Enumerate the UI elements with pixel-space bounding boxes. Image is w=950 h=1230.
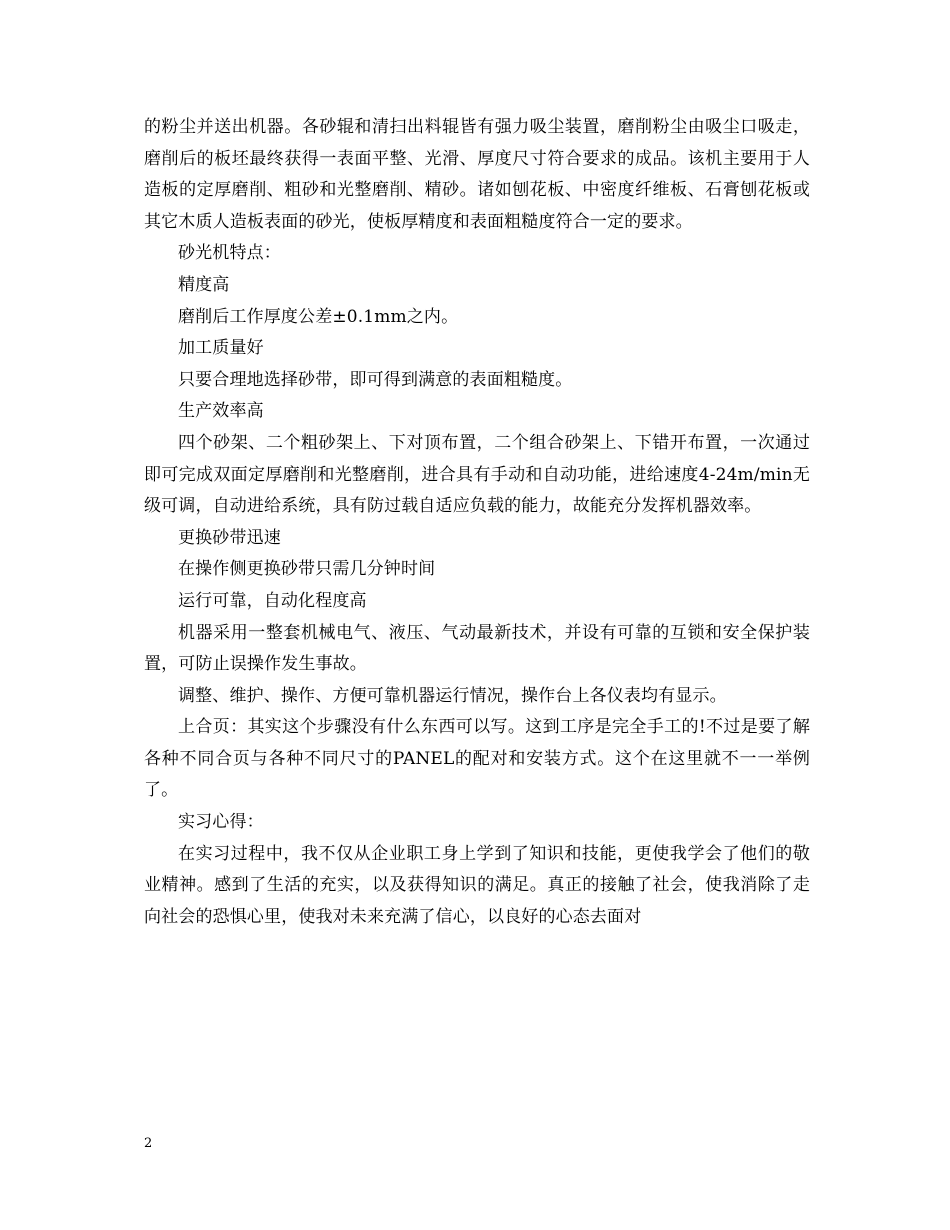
paragraph-5: 加工质量好 — [178, 338, 264, 359]
paragraph-10: 在操作侧更换砂带只需几分钟时间 — [178, 559, 436, 580]
paragraph-3: 精度高 — [178, 274, 230, 295]
paragraph-1: 的粉尘并送出机器。各砂辊和清扫出料辊皆有强力吸尘装置，磨削粉尘由吸尘口吸走，磨削后的板坯最终获得一表面平整、光滑、厚度尺寸符合要求的成品。该机主要用于人造板的定厚磨削、粗砂和光整磨削、精砂。诸如刨花板、中密度纤维板、石膏刨花板或其它木质人造板表面的砂光，使板厚精度和表面粗糙度符合一定的要求。 — [144, 117, 810, 232]
paragraph-2: 砂光机特点： — [178, 243, 281, 264]
paragraph-14: 上合页：其实这个步骤没有什么东西可以写。这到工序是完全手工的!不过是要了解各种不同合页与各种不同尺寸的PANEL的配对和安装方式。这个在这里就不一一举例了。 — [144, 717, 810, 801]
paragraph-15: 实习心得： — [178, 812, 264, 833]
paragraph-16: 在实习过程中，我不仅从企业职工身上学到了知识和技能，更使我学会了他们的敬业精神。感到了生活的充实，以及获得知识的满足。真正的接触了社会，使我消除了走向社会的恐惧心里，使我对未来充满了信心，以良好的心态去面对 — [144, 843, 810, 927]
page-number: 2 — [144, 1136, 153, 1151]
paragraph-11: 运行可靠，自动化程度高 — [178, 590, 367, 611]
paragraph-7: 生产效率高 — [178, 401, 264, 422]
document-body — [144, 112, 810, 933]
paragraph-13: 调整、维护、操作、方便可靠机器运行情况，操作台上各仪表均有显示。 — [178, 685, 727, 706]
paragraph-6: 只要合理地选择砂带，即可得到满意的表面粗糙度。 — [178, 369, 573, 390]
paragraph-9: 更换砂带迅速 — [178, 527, 281, 548]
paragraph-8: 四个砂架、二个粗砂架上、下对顶布置，二个组合砂架上、下错开布置，一次通过即可完成双面定厚磨削和光整磨削，进合具有手动和自动功能，进给速度4-24m/min无级可调，自动进给系统，具有防过载自适应负载的能力，故能充分发挥机器效率。 — [144, 432, 810, 517]
paragraph-12: 机器采用一整套机械电气、液压、气动最新技术，并设有可靠的互锁和安全保护装置，可防止误操作发生事故。 — [144, 622, 810, 675]
paragraph-4: 磨削后工作厚度公差±0.1mm之内。 — [178, 306, 459, 327]
